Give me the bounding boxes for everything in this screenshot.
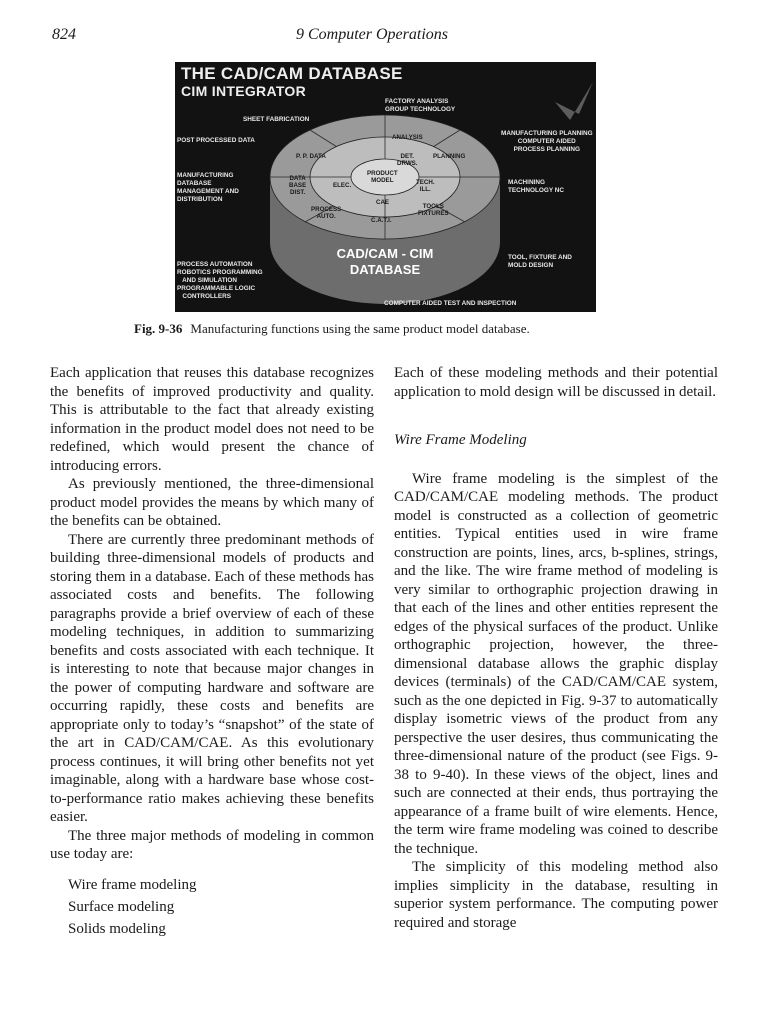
paragraph: The simplicity of this modeling method also implies simplicity in the database, resulting in superior system performance. The computing power required and storage xyxy=(394,859,718,931)
section-heading: Wire Frame Modeling xyxy=(394,432,527,448)
figure-caption xyxy=(134,321,530,337)
caption-label: Fig. 9-36 xyxy=(134,321,183,336)
database-label xyxy=(320,246,450,278)
chapter-title: 9 Computer Operations xyxy=(296,26,448,43)
segment-elec: ELEC. xyxy=(333,182,352,189)
cad-cam-database-figure xyxy=(175,62,596,312)
segment-data-base-dist: DATA BASE DIST. xyxy=(289,175,307,196)
running-header xyxy=(0,26,768,48)
paragraph: The three major methods of modeling in common use today are: xyxy=(50,827,374,862)
database-label-line1: CAD/CAM - CIM xyxy=(336,246,434,261)
segment-cae: CAE xyxy=(376,199,390,206)
figure-title: THE CAD/CAM DATABASE xyxy=(181,64,403,83)
label-mfg-planning: MANUFACTURING PLANNING COMPUTER AIDED PROCESS PLANNING xyxy=(501,130,593,153)
label-factory-analysis: FACTORY ANALYSIS GROUP TECHNOLOGY xyxy=(385,98,456,113)
figure-subtitle: CIM INTEGRATOR xyxy=(181,83,307,99)
label-machining: MACHINING TECHNOLOGY NC xyxy=(508,179,564,194)
segment-product-model: PRODUCT MODEL xyxy=(367,170,398,184)
caption-text: Manufacturing functions using the same product model database. xyxy=(190,321,530,336)
paragraph: Wire frame modeling is the simplest of the CAD/CAM/CAE modeling methods. The product model is constructed as a collection of geometric entities. Typical entities used in wire frame construction are points, lines, arcs, b-splines, strings, and the like. The wire frame method of modeling is very similar to orthographic projection drawing in that each of the lines and other entities represent the edges of the physical surfaces of the product. Unlike orthographic projection, however, the three-dimensional database allows the graphic display devices (terminals) of the CAD/CAM/CAE system, such as the one depicted in Fig. 9-37 to automatically display isometric views of the product from any perspective the user desires, thus communicating the three-dimensional nature of the product (see Figs. 9-38 to 9-40). In these views of the object, lines and such are connected at their ends, thus portraying the appearance of a frame built of wire elements. Hence, the term wire frame modeling was coined to describe the technique. xyxy=(394,470,718,857)
list-item: Surface modeling xyxy=(68,898,175,915)
paragraph: Each of these modeling methods and their potential application to mold design will be discussed in detail. xyxy=(394,365,718,400)
page-number: 824 xyxy=(52,26,76,43)
modeling-methods-list xyxy=(68,874,374,940)
label-mfg-database: MANUFACTURING DATABASE MANAGEMENT AND DISTRIBUTION xyxy=(177,172,239,203)
segment-tech-ill: TECH. ILL. xyxy=(416,179,435,193)
left-column xyxy=(50,364,374,940)
label-process-automation: PROCESS AUTOMATION ROBOTICS PROGRAMMING AND SIMULATION PROGRAMMABLE LOGIC CONTROLLERS xyxy=(177,261,263,300)
paragraph: There are currently three predominant methods of building three-dimensional models of products and storing them in a database. Each of these methods has associated costs and benefits. The following paragraphs provide a brief overview of each of these modeling techniques, in addition to summarizing benefits and costs associated with each technique. It is interesting to note that because major changes in the power of computing hardware and software are occurring rapidly, these costs and benefits are appropriate only to today’s “snapshot” of the state of the art in CAD/CAM/CAE. As this evolutionary process continues, it will bring other benefits not yet imaginable, along with a hardware base whose cost-to-performance ratio makes achieving these benefits easier. xyxy=(50,531,374,825)
check-mark-logo xyxy=(555,82,593,120)
label-sheet-fabrication: SHEET FABRICATION xyxy=(243,116,310,123)
segment-process-auto: PROCESS AUTO. xyxy=(311,206,342,220)
segment-tools-fixtures: TOOLS FIXTURES xyxy=(418,203,449,217)
segment-analysis: ANALYSIS xyxy=(392,134,423,141)
segment-pp-data: P. P. DATA xyxy=(296,153,326,160)
label-test-inspection: COMPUTER AIDED TEST AND INSPECTION xyxy=(384,300,517,307)
right-column xyxy=(394,364,718,932)
segment-cati: C.A.T.I. xyxy=(371,217,392,224)
list-item: Solids modeling xyxy=(68,920,166,937)
segment-det-drws: DET. DRWS. xyxy=(397,153,418,167)
segment-planning: PLANNING xyxy=(433,153,466,160)
paragraph: Each application that reuses this database recognizes the benefits of improved productivity and quality. This is attributable to the fact that already existing information in the product model does not need to be redefined, which would present the chance of introducing errors. xyxy=(50,365,374,474)
paragraph: As previously mentioned, the three-dimensional product model provides the means by which many of the benefits can be obtained. xyxy=(50,476,374,529)
database-label-line2: DATABASE xyxy=(349,262,421,277)
label-post-processed: POST PROCESSED DATA xyxy=(177,137,255,144)
list-item: Wire frame modeling xyxy=(68,876,197,893)
label-tool-fixture: TOOL, FIXTURE AND MOLD DESIGN xyxy=(508,254,572,269)
